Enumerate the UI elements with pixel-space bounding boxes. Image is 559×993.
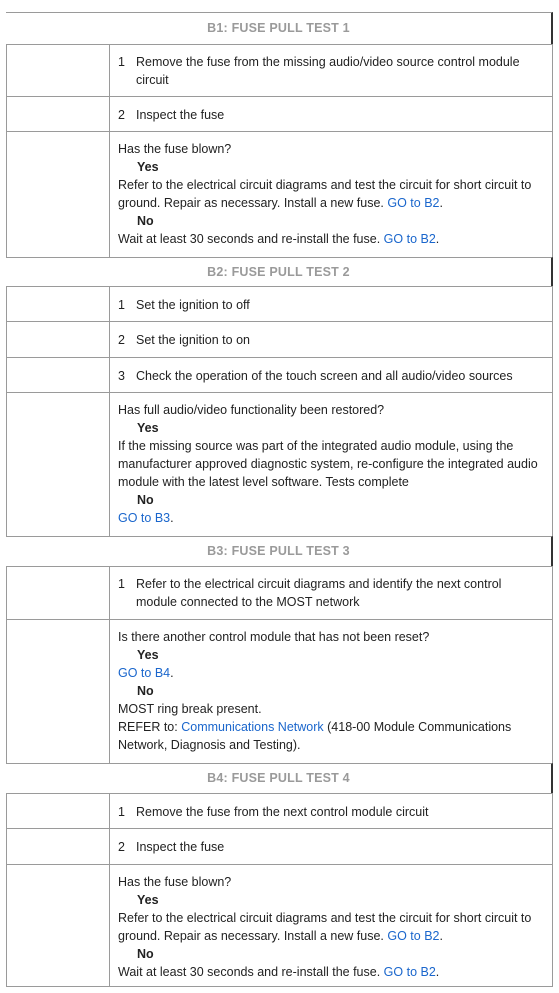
blank-cell — [7, 322, 110, 357]
yes-description: If the missing source was part of the integrated audio module, using the manufacturer approved diagnostic system, re-configure the integrated audio module with the latest level software. Tests complete — [118, 439, 538, 489]
blank-cell — [7, 393, 110, 536]
go-to-b2-link[interactable]: GO to B2 — [387, 196, 440, 210]
section-title: B3: FUSE PULL TEST 3 — [207, 544, 350, 558]
step-number: 2 — [118, 840, 125, 854]
section-header-b3 — [6, 536, 553, 566]
table-bottom-border — [6, 986, 553, 987]
blank-cell — [7, 794, 110, 828]
yes-description: Refer to the electrical circuit diagrams and test the circuit for short circuit to ground. Repair as necessary. Install a new fuse. — [118, 911, 532, 943]
question-text: Has full audio/video functionality been restored? — [118, 403, 385, 417]
yes-label: Yes — [137, 160, 159, 174]
go-to-b2-link[interactable]: GO to B2 — [387, 929, 440, 943]
no-description: Wait at least 30 seconds and re-install the fuse. — [118, 232, 381, 246]
table-row — [6, 793, 553, 828]
table-row — [6, 828, 553, 864]
yes-label: Yes — [137, 421, 159, 435]
blank-cell — [7, 45, 110, 96]
question-text: Has the fuse blown? — [118, 142, 232, 156]
section-title: B2: FUSE PULL TEST 2 — [207, 265, 350, 279]
table-row: Has full audio/video functionality been restored? Yes If the missing source was part of the integrated audio module, using the manufacturer approved diagnostic system, re-configure the integrated audio module with the latest level software. Tests complete No GO to B3. — [6, 392, 553, 536]
blank-cell — [7, 620, 110, 763]
no-text: Wait at least 30 seconds and re-install the fuse. GO to B2. — [118, 965, 440, 979]
no-label: No — [137, 947, 154, 961]
section-header-b1 — [6, 12, 553, 44]
step-text: Inspect the fuse — [136, 840, 225, 854]
refer-text — [118, 718, 544, 754]
blank-cell — [7, 132, 110, 257]
table-row — [6, 44, 553, 96]
yes-label: Yes — [137, 893, 159, 907]
blank-cell — [7, 829, 110, 864]
blank-cell — [7, 97, 110, 131]
table-row — [6, 131, 553, 257]
blank-cell — [7, 358, 110, 392]
refer-prefix: REFER to: — [118, 720, 178, 734]
table-row — [6, 864, 553, 986]
no-description: MOST ring break present. — [118, 702, 262, 716]
yes-description: Refer to the electrical circuit diagrams and test the circuit for short circuit to ground. Repair as necessary. Install a new fuse. — [118, 178, 532, 210]
communications-network-link[interactable]: Communications Network — [181, 720, 324, 734]
table-row — [6, 357, 553, 392]
no-label: No — [137, 684, 154, 698]
step-text: Inspect the fuse — [136, 108, 225, 122]
section-title: B1: FUSE PULL TEST 1 — [207, 21, 350, 35]
section-title: B4: FUSE PULL TEST 4 — [207, 771, 350, 785]
table-row — [6, 566, 553, 619]
step-number: 3 — [118, 369, 125, 383]
table-row — [6, 96, 553, 131]
table-row — [6, 286, 553, 321]
step-text: Check the operation of the touch screen and all audio/video sources — [136, 369, 513, 383]
step-number: 2 — [118, 333, 125, 347]
question-text: Is there another control module that has not been reset? — [118, 630, 430, 644]
no-label: No — [137, 493, 154, 507]
no-description: Wait at least 30 seconds and re-install the fuse. — [118, 965, 381, 979]
go-to-b4-link[interactable]: GO to B4 — [118, 666, 171, 680]
step-text: Refer to the electrical circuit diagrams and identify the next control module connected to the MOST network — [136, 577, 502, 609]
no-text: Wait at least 30 seconds and re-install the fuse. GO to B2. — [118, 232, 440, 246]
blank-cell — [7, 287, 110, 321]
step-text: Remove the fuse from the missing audio/video source control module circuit — [136, 55, 520, 87]
go-to-b2-link[interactable]: GO to B2 — [383, 232, 436, 246]
step-text: Remove the fuse from the next control module circuit — [136, 805, 429, 819]
blank-cell — [7, 567, 110, 619]
no-label: No — [137, 214, 154, 228]
step-number: 1 — [118, 298, 125, 312]
yes-text: Refer to the electrical circuit diagrams and test the circuit for short circuit to ground. Repair as necessary. Install a new fuse. GO to B2. — [118, 178, 532, 210]
step-number: 2 — [118, 108, 125, 122]
section-header-b4 — [6, 763, 553, 793]
step-text: Set the ignition to on — [136, 333, 250, 347]
yes-text: Refer to the electrical circuit diagrams and test the circuit for short circuit to ground. Repair as necessary. Install a new fuse. GO to B2. — [118, 911, 532, 943]
step-number: 1 — [118, 805, 125, 819]
step-text: Set the ignition to off — [136, 298, 250, 312]
go-to-b3-link[interactable]: GO to B3 — [118, 511, 171, 525]
step-number: 1 — [118, 577, 125, 591]
step-number: 1 — [118, 55, 125, 69]
table-row: Is there another control module that has not been reset? Yes GO to B4. No MOST ring break present. REFER to: Communications Network (418-00 Module Communications Network, Diagnosis and Testing). — [6, 619, 553, 763]
section-header-b2 — [6, 257, 553, 286]
yes-label: Yes — [137, 648, 159, 662]
table-row — [6, 321, 553, 357]
go-to-b2-link[interactable]: GO to B2 — [383, 965, 436, 979]
blank-cell — [7, 865, 110, 986]
question-text: Has the fuse blown? — [118, 875, 232, 889]
refer-suffix: (418-00 Module Communications Network, Diagnosis and Testing). — [118, 720, 512, 752]
